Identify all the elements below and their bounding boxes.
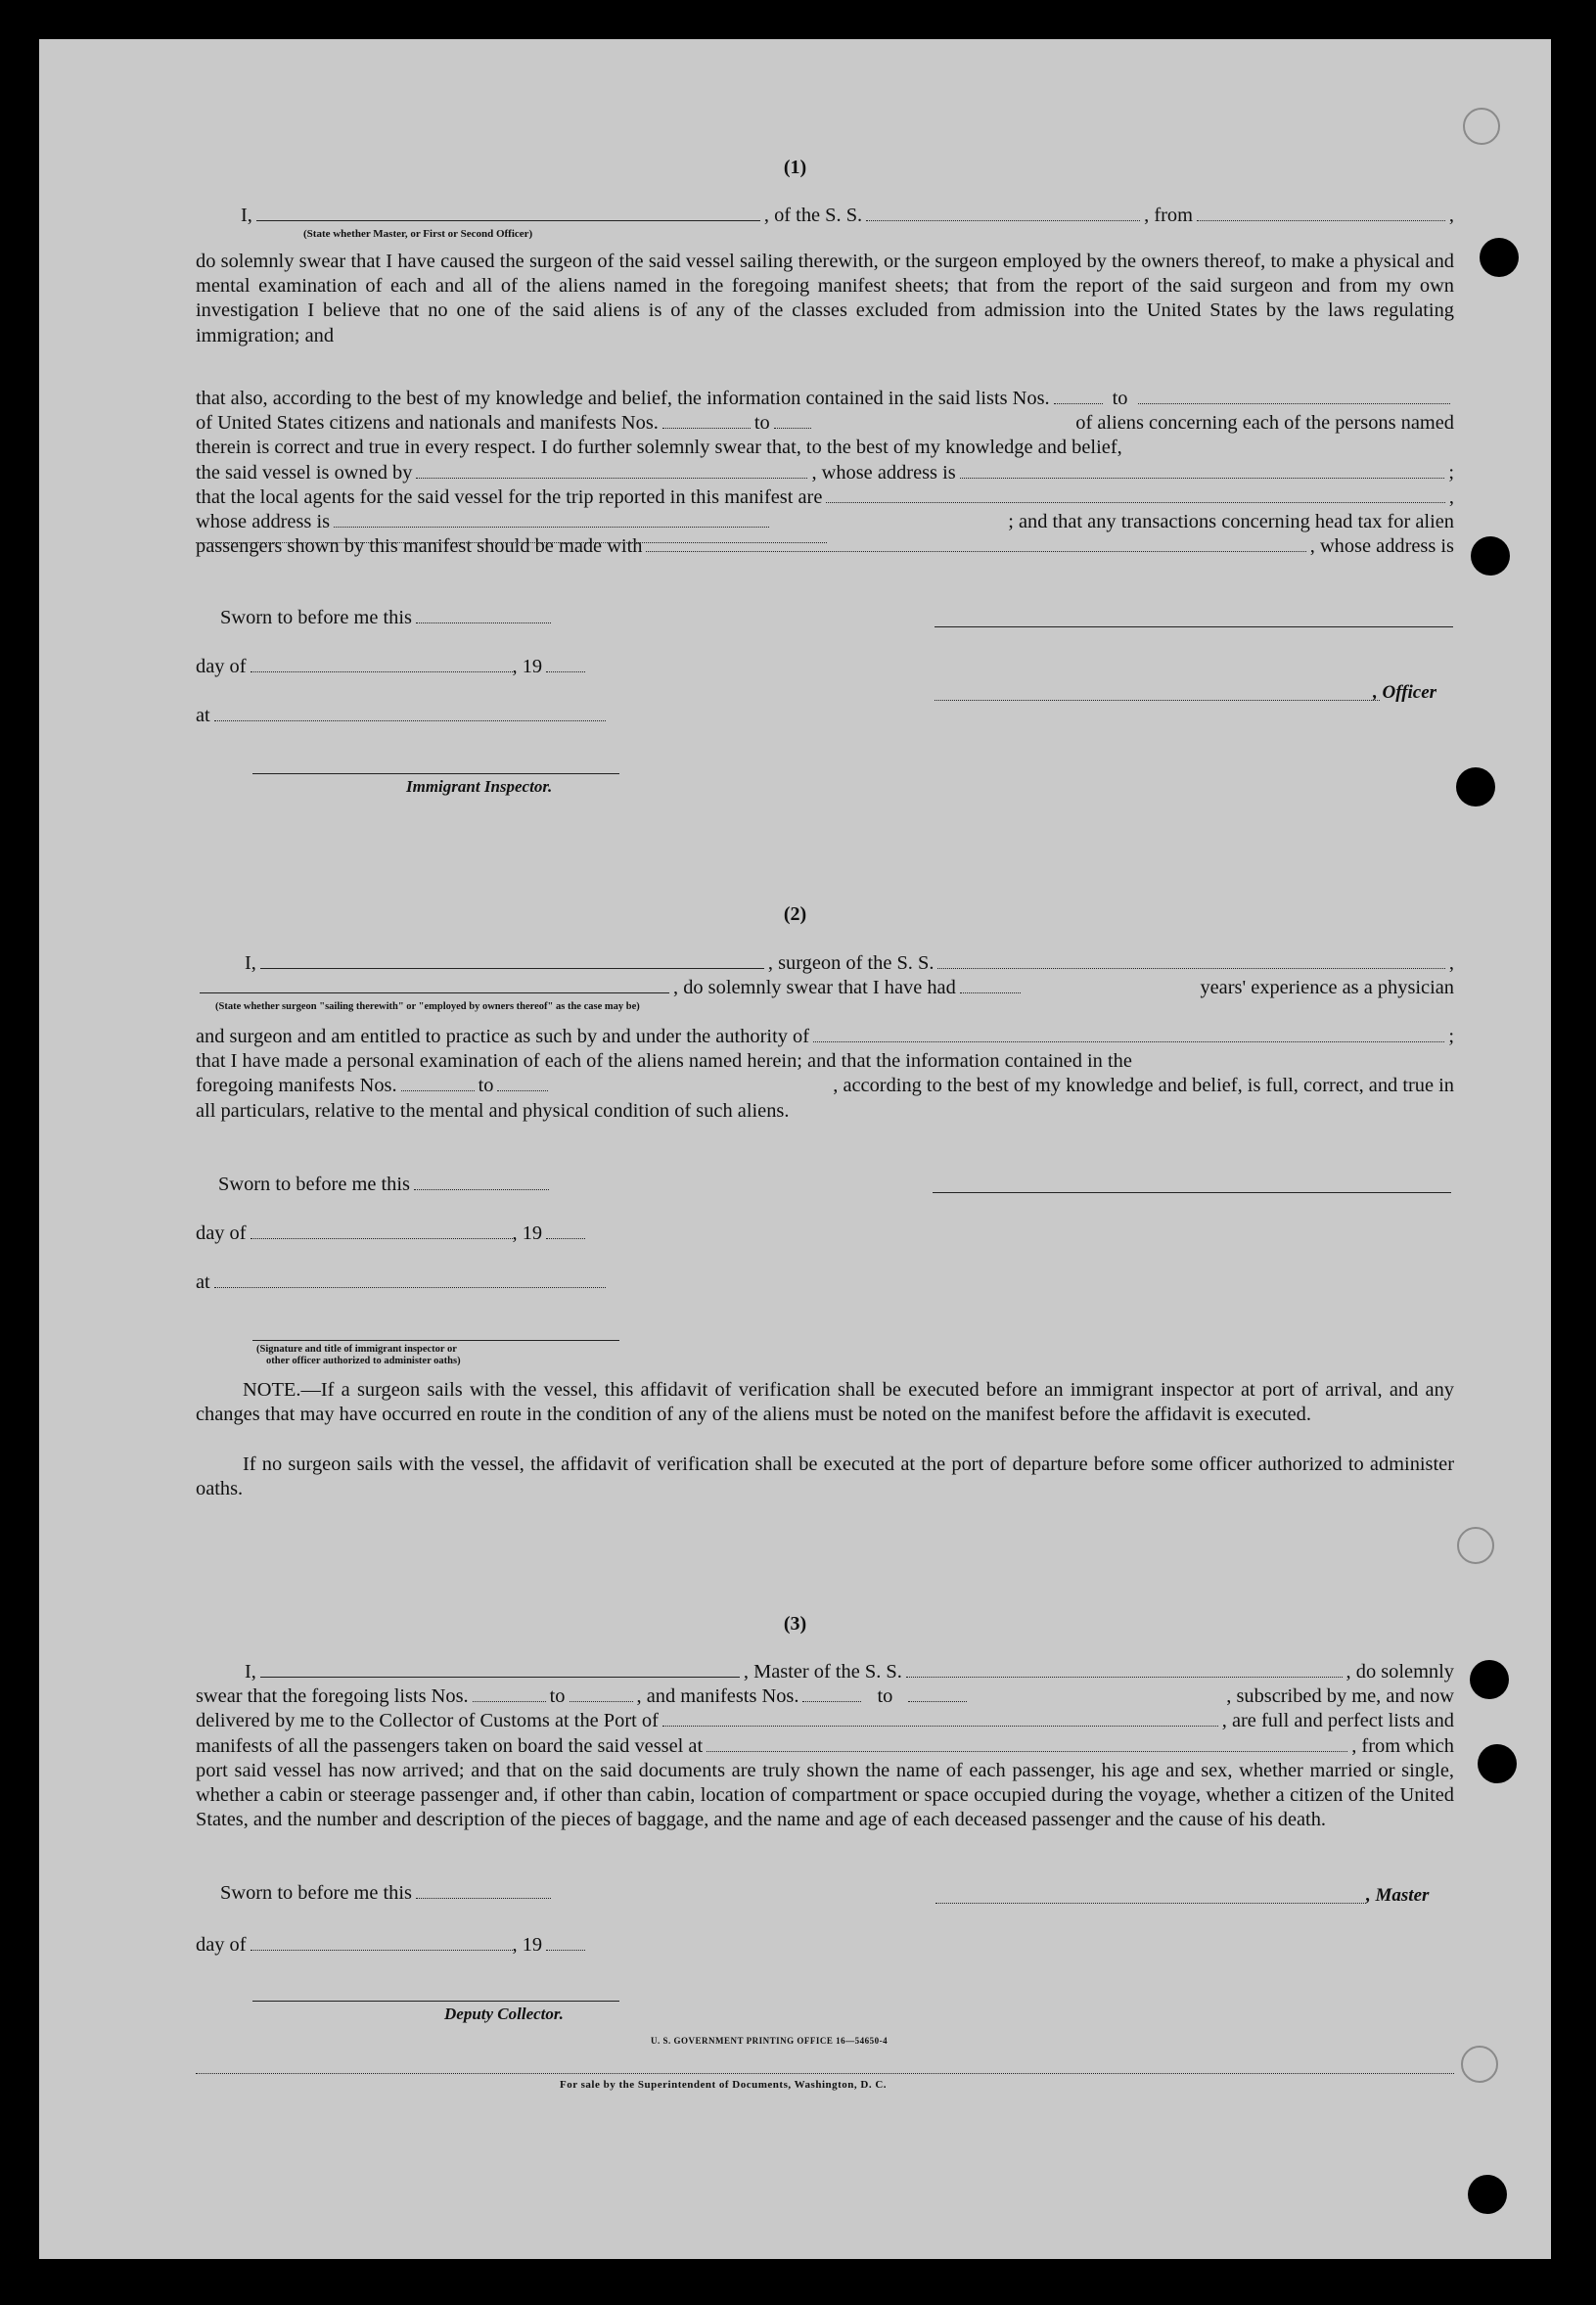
- text-lists: swear that the foregoing lists Nos.: [196, 1685, 469, 1708]
- text-whose-address: , whose address is: [1309, 535, 1454, 558]
- text-of-ss: , of the S. S.: [763, 205, 863, 226]
- officer-name-line[interactable]: [935, 700, 1380, 701]
- inspector-label: Immigrant Inspector.: [406, 777, 553, 796]
- section-3-line-4: [196, 1734, 1454, 1759]
- officer-label: , Officer: [1373, 682, 1437, 703]
- section-1-oath: [196, 204, 1454, 228]
- manifests-from-field[interactable]: [401, 1089, 475, 1091]
- punch-ring: [1457, 1527, 1494, 1564]
- section-1-line-1: [196, 204, 1454, 228]
- text-authority: and surgeon and am entitled to practice as such by and under the authority of: [196, 1026, 810, 1047]
- surgeon-status-caption: (State whether surgeon "sailing therewith" or "employed by owners thereof" as the case may be): [215, 1001, 640, 1012]
- text-whose-address: whose address is: [196, 511, 331, 533]
- text-to: to: [877, 1685, 893, 1708]
- text-sworn: Sworn to before me this: [218, 1174, 410, 1195]
- line-passengers: [196, 534, 1454, 559]
- text-head-tax: ; and that any transactions concerning head tax for alien: [1008, 511, 1454, 533]
- day-of-line: [196, 1222, 585, 1245]
- punch-hole: [1480, 238, 1519, 277]
- text-us: of United States citizens and nationals and manifests Nos.: [196, 412, 659, 435]
- text-at: at: [196, 705, 210, 726]
- text-examination: that I have made a personal examination of each of the aliens named herein; and that the information contained in the: [196, 1050, 1132, 1073]
- surgeon-status-field[interactable]: [200, 991, 669, 993]
- section-1-lines: [196, 387, 1454, 559]
- text-to: to: [1112, 388, 1128, 409]
- month-field[interactable]: [251, 1949, 513, 1951]
- lists-from-field[interactable]: [1054, 402, 1103, 404]
- manifests-from-field[interactable]: [802, 1700, 861, 1702]
- section-2-lines: [196, 1025, 1454, 1124]
- text-day-of: day of: [196, 1934, 247, 1956]
- officer-signature-line[interactable]: [935, 626, 1453, 627]
- text-master-of: , Master of the S. S.: [743, 1661, 902, 1683]
- text-passengers: passengers shown by this manifest should be made with: [196, 535, 643, 558]
- sworn-line: [218, 1174, 549, 1196]
- month-field[interactable]: [251, 670, 513, 672]
- ship-name-field[interactable]: [937, 967, 1444, 969]
- text-solemnly: , do solemnly: [1345, 1661, 1454, 1683]
- punch-hole: [1470, 1660, 1509, 1699]
- text-from: , from: [1144, 205, 1193, 226]
- text-also: that also, according to the best of my knowledge and belief, the information contained in the said lists Nos.: [196, 388, 1050, 409]
- lists-from-field[interactable]: [473, 1700, 546, 1702]
- line-particulars: [196, 1099, 1454, 1124]
- sale-notice: For sale by the Superintendent of Documents, Washington, D. C.: [560, 2079, 888, 2091]
- year-field[interactable]: [546, 1237, 585, 1239]
- text-year: , 19: [512, 1222, 543, 1244]
- manifests-from-field[interactable]: [662, 427, 751, 429]
- agents-address-field[interactable]: [334, 526, 769, 528]
- gpo-imprint: U. S. GOVERNMENT PRINTING OFFICE 16—54650-4: [651, 2036, 889, 2046]
- punch-hole: [1468, 2175, 1507, 2214]
- line-authority: [196, 1025, 1454, 1049]
- sworn-line: [220, 607, 551, 629]
- owner-address-field[interactable]: [960, 477, 1445, 479]
- ship-name-field[interactable]: [906, 1676, 1343, 1678]
- text-surgeon-of: , surgeon of the S. S.: [767, 952, 935, 974]
- note-paragraph-2: If no surgeon sails with the vessel, the affidavit of verification shall be executed at the port of departure before some officer authorized to administer oaths.: [196, 1453, 1454, 1500]
- sworn-day-field[interactable]: [414, 1188, 549, 1190]
- place-field[interactable]: [214, 719, 606, 721]
- text-particulars: all particulars, relative to the mental and physical condition of such aliens.: [196, 1099, 790, 1122]
- punch-ring: [1463, 108, 1500, 145]
- text-therein: therein is correct and true in every respect. I do further solemnly swear that, to the best of my knowledge and belief,: [196, 437, 1122, 459]
- punch-hole: [1478, 1744, 1517, 1783]
- note-paragraph: NOTE.—If a surgeon sails with the vessel, this affidavit of verification shall be executed before an immigrant inspector at port of arrival, and any changes that may have occurred en route in the condition of any of the aliens must be noted on the manifest before the affidavit is executed.: [196, 1379, 1454, 1426]
- sig-caption-2: other officer authorized to administer oaths): [266, 1356, 461, 1366]
- day-of-line: [196, 1934, 585, 1957]
- lists-to-field[interactable]: [1138, 402, 1450, 404]
- text-delivered: delivered by me to the Collector of Customs at the Port of: [196, 1710, 659, 1732]
- master-signature-line[interactable]: [935, 1903, 1366, 1904]
- text-day-of: day of: [196, 656, 247, 677]
- text-whose: , whose address is: [811, 461, 956, 484]
- section-3-line-3: [196, 1709, 1454, 1733]
- text-year: , 19: [512, 656, 543, 677]
- officer-title-field[interactable]: [256, 219, 760, 221]
- text-i: I,: [245, 1661, 256, 1683]
- year-field[interactable]: [546, 670, 585, 672]
- year-field[interactable]: [546, 1949, 585, 1951]
- section-2-line-1: [196, 951, 1454, 976]
- from-port-field[interactable]: [1197, 219, 1445, 221]
- manifests-to-field[interactable]: [774, 427, 811, 429]
- text-to: to: [478, 1075, 494, 1097]
- head-tax-address-field[interactable]: [196, 542, 827, 543]
- section-1-body: do solemnly swear that I have caused the surgeon of the said vessel sailing therewith, or the surgeon employed by the owners thereof, to make a physical and mental examination of each and all of the aliens named in the foregoing manifest sheets; that from the report of the said surgeon and from my own investigation I believe that no one of the said aliens is of any of the classes excluded from admission into the United States by the laws regulating immigration; and: [196, 251, 1454, 346]
- sworn-day-field[interactable]: [416, 1897, 551, 1899]
- text-i: I,: [241, 205, 252, 226]
- text-sworn: Sworn to before me this: [220, 1882, 412, 1904]
- text-semicolon: ;: [1448, 1026, 1454, 1047]
- collector-signature-line[interactable]: [252, 2001, 619, 2002]
- lists-to-field[interactable]: [570, 1700, 633, 1702]
- text-agents: that the local agents for the said vessel for the trip reported in this manifest are: [196, 485, 823, 508]
- text-i: I,: [245, 952, 256, 974]
- line-us-citizens: [196, 411, 1454, 436]
- line-examination: [196, 1049, 1454, 1074]
- text-from-which: , from which: [1351, 1734, 1454, 1757]
- surgeon-name-field[interactable]: [260, 967, 764, 969]
- authority-field[interactable]: [813, 1040, 1444, 1042]
- section-3-body: port said vessel has now arrived; and that on the said documents are truly shown the name of each passenger, his age and sex, whether married or single, whether a cabin or steerage passenger and, if other than cabin, location of compartment or space occupied during the voyage, whether a citizen of the United States, and the number and description of the pieces of baggage, and the name and age of each deceased passenger and the cause of his death.: [196, 1760, 1454, 1831]
- inspector-signature-line[interactable]: [252, 1340, 619, 1341]
- text-full-correct: , according to the best of my knowledge and belief, is full, correct, and true in: [833, 1075, 1454, 1097]
- text-owned: the said vessel is owned by: [196, 461, 413, 484]
- manifests-to-field[interactable]: [908, 1700, 967, 1702]
- punch-hole: [1471, 536, 1510, 576]
- text-years: years' experience as a physician: [1200, 977, 1454, 999]
- text-sworn: Sworn to before me this: [220, 607, 412, 628]
- line-therein: [196, 436, 1454, 460]
- text-subscribed: , subscribed by me, and now: [1226, 1685, 1454, 1708]
- day-of-line: [196, 656, 585, 678]
- at-line: [196, 705, 606, 727]
- inspector-signature-line[interactable]: [252, 773, 619, 774]
- text-day-of: day of: [196, 1222, 247, 1244]
- ship-name-field[interactable]: [866, 219, 1140, 221]
- text-year: , 19: [512, 1934, 543, 1956]
- sworn-line: [220, 1882, 551, 1905]
- footer-rule: [196, 2073, 1454, 2074]
- text-comma: ,: [1448, 952, 1454, 974]
- text-manifests: foregoing manifests Nos.: [196, 1075, 397, 1097]
- section-2-line-2: [196, 976, 1454, 1000]
- agents-field[interactable]: [826, 501, 1444, 503]
- punch-hole: [1456, 767, 1495, 807]
- sig-caption-1: (Signature and title of immigrant inspector or: [256, 1344, 457, 1355]
- at-line: [196, 1271, 606, 1294]
- text-comma: ,: [1448, 485, 1454, 508]
- text-at: at: [196, 1271, 210, 1293]
- section-3-number: (3): [783, 1613, 807, 1635]
- line-lists: [196, 387, 1454, 411]
- manifests-to-field[interactable]: [497, 1089, 548, 1091]
- sworn-day-field[interactable]: [416, 622, 551, 623]
- document-page: [39, 39, 1551, 2259]
- section-3-line-2: [196, 1684, 1454, 1709]
- years-field[interactable]: [960, 991, 1021, 993]
- master-name-field[interactable]: [260, 1676, 740, 1678]
- port-field[interactable]: [662, 1725, 1218, 1727]
- master-label: , Master: [1366, 1885, 1430, 1906]
- text-manifests: , and manifests Nos.: [636, 1685, 799, 1708]
- text-to: to: [753, 412, 770, 435]
- place-field[interactable]: [214, 1286, 606, 1288]
- section-3-oath: [196, 1660, 1454, 1759]
- section-2-oath: [196, 951, 1454, 1000]
- deputy-collector-label: Deputy Collector.: [444, 2005, 564, 2023]
- section-2-number: (2): [783, 903, 807, 925]
- text-full-lists: , are full and perfect lists and: [1221, 1710, 1454, 1732]
- text-to: to: [549, 1685, 566, 1708]
- departure-port-field[interactable]: [707, 1750, 1347, 1752]
- line-whose-address: [196, 510, 1454, 534]
- head-tax-agent-field[interactable]: [646, 550, 1305, 552]
- text-solemnly: , do solemnly swear that I have had: [673, 977, 956, 999]
- officer-title-caption: (State whether Master, or First or Second Officer): [303, 228, 533, 240]
- text-aliens: of aliens concerning each of the persons named: [1075, 412, 1454, 435]
- section-1-number: (1): [783, 157, 807, 178]
- section-3-line-1: [196, 1660, 1454, 1684]
- line-agents: [196, 485, 1454, 510]
- text-semicolon: ;: [1448, 461, 1454, 484]
- line-manifests: [196, 1074, 1454, 1098]
- line-owned: [196, 461, 1454, 485]
- surgeon-signature-line[interactable]: [933, 1192, 1451, 1193]
- punch-ring: [1461, 2046, 1498, 2083]
- text-comma: ,: [1448, 205, 1454, 226]
- month-field[interactable]: [251, 1237, 513, 1239]
- owner-field[interactable]: [416, 477, 807, 479]
- text-taken-on-board: manifests of all the passengers taken on board the said vessel at: [196, 1734, 704, 1757]
